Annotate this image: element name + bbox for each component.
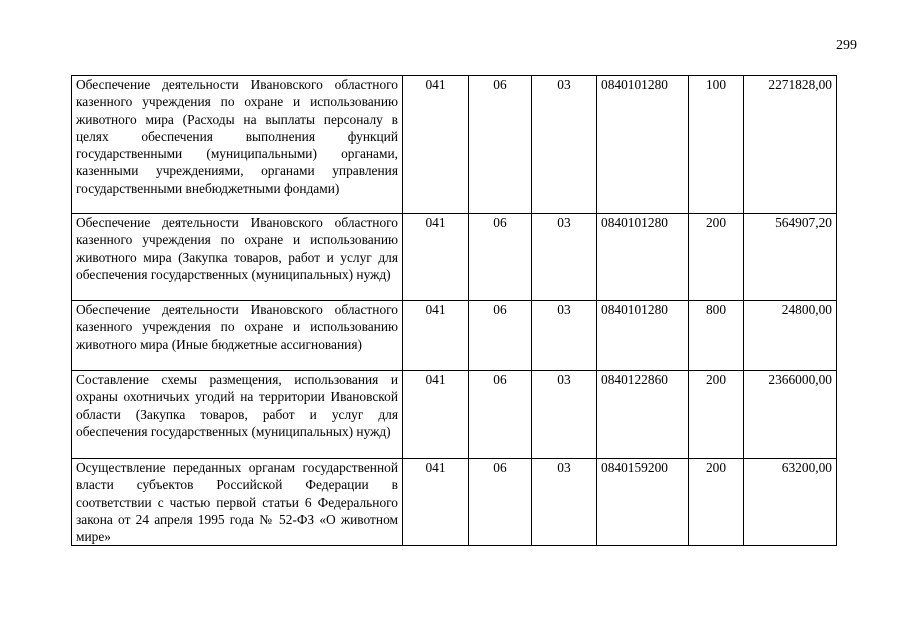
target-article-code: 0840101280 [597, 301, 689, 371]
target-article-code: 0840101280 [597, 76, 689, 214]
target-article-code: 0840101280 [597, 214, 689, 301]
table-row [72, 76, 837, 214]
target-article-code: 0840122860 [597, 371, 689, 459]
section-code: 06 [469, 76, 532, 214]
subsection-code: 03 [532, 76, 597, 214]
section-code: 06 [469, 301, 532, 371]
ministry-code: 041 [403, 76, 469, 214]
budget-table [71, 75, 837, 546]
amount: 2366000,00 [744, 371, 837, 459]
subsection-code: 03 [532, 459, 597, 546]
section-code: 06 [469, 371, 532, 459]
target-article-code: 0840159200 [597, 459, 689, 546]
expense-type-code: 200 [689, 371, 744, 459]
section-code: 06 [469, 459, 532, 546]
table-row [72, 459, 837, 546]
amount: 63200,00 [744, 459, 837, 546]
subsection-code: 03 [532, 214, 597, 301]
page-number: 299 [836, 38, 857, 53]
section-code: 06 [469, 214, 532, 301]
expense-type-code: 800 [689, 301, 744, 371]
table-row [72, 371, 837, 459]
row-description: Составление схемы размещения, использования и охраны охотничьих угодий на территории Ивановской области (Закупка товаров, работ и услуг для обеспечения государственных (муниципальных) нужд) [72, 371, 403, 459]
ministry-code: 041 [403, 214, 469, 301]
expense-type-code: 200 [689, 214, 744, 301]
ministry-code: 041 [403, 301, 469, 371]
ministry-code: 041 [403, 371, 469, 459]
amount: 2271828,00 [744, 76, 837, 214]
row-description: Обеспечение деятельности Ивановского областного казенного учреждения по охране и использованию животного мира (Закупка товаров, работ и услуг для обеспечения государственных (муниципальных) нужд) [72, 214, 403, 301]
amount: 564907,20 [744, 214, 837, 301]
table-row [72, 214, 837, 301]
row-description: Осуществление переданных органам государственной власти субъектов Российской Федерации в соответствии с частью первой статьи 6 Федерального закона от 24 апреля 1995 года № 52-ФЗ «О животном мире» [72, 459, 403, 546]
ministry-code: 041 [403, 459, 469, 546]
table-row [72, 301, 837, 371]
expense-type-code: 200 [689, 459, 744, 546]
subsection-code: 03 [532, 301, 597, 371]
row-description: Обеспечение деятельности Ивановского областного казенного учреждения по охране и использованию животного мира (Расходы на выплаты персоналу в целях обеспечения выполнения функций государственными (муниципальными) органами, казенными учреждениями, органами управления государственными внебюджетными фондами) [72, 76, 403, 214]
subsection-code: 03 [532, 371, 597, 459]
expense-type-code: 100 [689, 76, 744, 214]
amount: 24800,00 [744, 301, 837, 371]
row-description: Обеспечение деятельности Ивановского областного казенного учреждения по охране и использованию животного мира (Иные бюджетные ассигнования) [72, 301, 403, 371]
